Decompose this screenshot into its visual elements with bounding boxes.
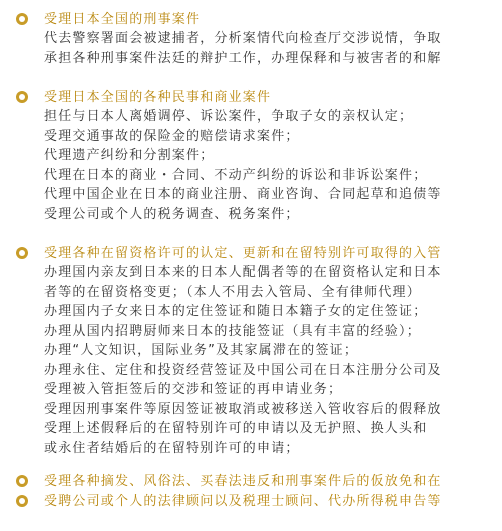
- bullet-icon: [16, 495, 28, 507]
- section-line: 办理从国内招聘厨师来日本的技能签证（具有丰富的经验）；: [44, 323, 421, 339]
- section-criminal: [0, 10, 502, 68]
- section-legal-advisor: [0, 492, 502, 511]
- section-line: 受理上述假释后的在留特别许可的申请以及无护照、换人头和: [44, 421, 428, 436]
- section-heading: 受聘公司或个人的法律顾问以及税理士顾问、代办所得税申告等: [44, 494, 442, 509]
- section-visa: [0, 244, 502, 458]
- section-line: 代理在日本的商业・合同、不动产纠纷的诉讼和非诉讼案件；: [44, 167, 428, 183]
- section-line: 受理被入管拒签后的交涉和签证的再申请业务；: [44, 382, 343, 397]
- section-line: 代理遗产纠纷和分割案件；: [44, 148, 215, 163]
- section-lines: [0, 29, 502, 68]
- section-line: 办理国内子女来日本的定住签证和随日本籍子女的定住签证；: [44, 304, 428, 319]
- section-line: 者等的在留资格变更；（本人不用去入管局、全有律师代理）: [44, 284, 421, 300]
- bullet-icon: [16, 91, 28, 103]
- section-line: 受理公司或个人的税务调查、税务案件；: [44, 206, 300, 222]
- section-line: 办理“人文知识，国际业务”及其家属滞在的签证；: [44, 343, 359, 358]
- section-line: 受理交通事故的保险金的赔偿请求案件；: [44, 128, 300, 144]
- section-line: 受理因刑事案件等原因签证被取消或被移送入管收容后的假释放: [44, 401, 442, 417]
- section-lines: [0, 263, 502, 458]
- section-line: 担任与日本人离婚调停、诉讼案件，争取子女的亲权认定；: [44, 109, 414, 124]
- section-line: 承担各种刑事案件法廷的辩护工作，办理保释和与被害者的和解: [44, 50, 442, 66]
- section-heading: 受理日本全国的各种民事和商业案件: [44, 90, 272, 105]
- section-heading: 受理日本全国的刑事案件: [44, 12, 201, 27]
- section-heading-row: [0, 88, 502, 107]
- section-line: 办理永住、定住和投资经营签证及中国公司在日本注册分公司及: [44, 362, 442, 378]
- section-provisional-release: [0, 472, 502, 491]
- section-heading: 受理各种摘发、风俗法、买春法违反和刑事案件后的仮放免和在: [44, 474, 442, 489]
- section-line: 代理中国企业在日本的商业注册、商业咨询、合同起草和追债等: [44, 187, 442, 202]
- section-line: 代去警察署面会被逮捕者，分析案情代向检查厅交涉说情，争取: [44, 31, 442, 46]
- section-line: 办理国内亲友到日本来的日本人配偶者等的在留资格认定和日本: [44, 265, 442, 280]
- section-heading: 受理各种在留资格许可的认定、更新和在留特别许可取得的入管: [44, 246, 442, 261]
- bullet-icon: [16, 13, 28, 25]
- section-heading-row: [0, 244, 502, 263]
- section-heading-row: [0, 492, 502, 511]
- section-line: 或永住者结婚后的在留特别许可的申请；: [44, 440, 300, 456]
- bullet-icon: [16, 247, 28, 259]
- section-civil-commercial: [0, 88, 502, 224]
- bullet-icon: [16, 475, 28, 487]
- section-heading-row: [0, 10, 502, 29]
- section-heading-row: [0, 472, 502, 491]
- section-lines: [0, 107, 502, 224]
